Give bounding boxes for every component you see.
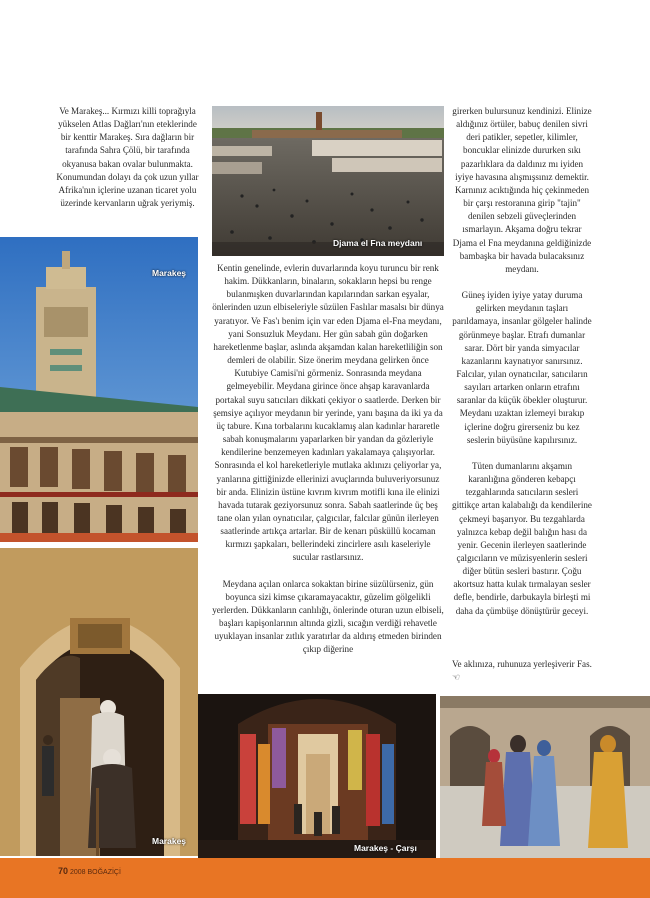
article-column-main <box>212 262 444 670</box>
paragraph: Meydana açılan onlarca sokaktan birine süzülürseniz, gün boyunca sizi kimse çıkaramayacaktır, güzelim gölgelikli yerlerden. Dükkanların canlılığı, önlerinde oturan uzun elbiseli, başları kapişonlarının altında gizli, sıcağın verdiği rehavetle uyuklayan insanlar zıtlık yaratırlar da aldırış etmeden birinden çıkıp diğerine <box>212 578 444 655</box>
paragraph: Tüten dumanlarını akşamın karanlığına gönderen kebapçı tezgahlarında satıcıların sesleri gittikçe artan kalabalığı da kendilerine çekmeyi başarıyor. Bu tezgahlarda yalnızca kebap değil balığın hası da yenir. Gecenin ilerleyen saatlerinde çalgıcıların ve müzisyenlerin sesleri diğer bütün sesleri bastırır. Çoğu akortsuz hatta kulak tırmalayan sesler defle, bendirle, darbukayla birleşti mi daha da çümbüşe dönüştürür geceyi. <box>452 460 592 616</box>
article-closing <box>452 658 592 685</box>
magazine-name: 2008 BOĞAZİÇİ <box>69 869 121 876</box>
closing-line: Ve aklınıza, ruhunuza yerleşiverir Fas. <box>452 659 592 669</box>
footer-band <box>0 858 650 898</box>
photo-women-square <box>440 696 650 858</box>
page-number: 70 <box>58 866 69 876</box>
photo-mosque-courtyard <box>0 237 198 542</box>
photo-djama-el-fna <box>212 106 444 256</box>
caption-square: Djama el Fna meydanı <box>333 238 423 248</box>
paragraph: Ve Marakeş... Kırmızı killi toprağıyla yükselen Atlas Dağları'nın eteklerinde bir kenttir Marakeş. Sıra dağların bir tarafında Sahra Çölü, bir tarafında okyanusa bakan ovalar bulunmakta. Konumundan dolayı da çok uzun yıllar Afrika'nın içlerine uzanan ticaret yolu üzerinde kervanların uğrak yeriymiş. <box>56 106 199 209</box>
end-mark-icon: ☜ <box>452 673 461 684</box>
photo-medina-gate <box>0 548 198 856</box>
caption-mosque: Marakeş <box>152 268 187 278</box>
footer-folio <box>58 866 121 876</box>
paragraph: Güneş iyiden iyiye yatay duruma gelirken meydanın taşları parıldamaya, insanlar gölgeler halinde görünmeye başlar. Etrafı dumanlar sarar. Dört bir yanda simyacılar kazanlarını kaynatıyor sanırsınız. Falcılar, yılan oynatıcılar, satıcıların sayıları artarken onların etrafını saranlar da küçük öbekler oluşturur. Meydanı uzaktan izlemeyi bırakıp içlerine doğru girerseniz bu kez seslerin büyüsüne kapılırsınız. <box>452 290 592 445</box>
article-column-right <box>452 105 592 631</box>
caption-gate: Marakeş <box>152 836 187 846</box>
photo-bazaar <box>198 694 436 858</box>
article-column-intro <box>56 105 199 223</box>
paragraph: girerken bulursunuz kendinizi. Elinize aldığınız örtüler, babuç denilen sivri deri patikler, sepetler, kilimler, boncuklar elinizde dururken sıkı pazarlıklara da daldınız mı iyiden iyiye havasına alışmışsınız demektir. Karnınız acıktığında hiç çekinmeden bir çarşı restoranına girip "tajin" denilen sebzeli güveçlerinden ısmarlayın. Akşama doğru tekrar Djama el Fna meydanına geldiğinizde bambaşka bir havada bulacaksınız meydanı. <box>452 106 592 274</box>
caption-bazaar: Marakeş - Çarşı <box>354 843 417 853</box>
paragraph: Kentin genelinde, evlerin duvarlarında koyu turuncu bir renk hakim. Dükkanların, binaların, sokakların hepsi bu renge bulanmışken duvarlarından kapılarından sarkan eşyalar, önlerinden uzun elbiseleriyle süzülen Faslılar masalsı bir dünya yaratıyor. Ve Fas'ı benim için var eden Djama el-Fna meydanı, yani Sonsuzluk Meydanı. Her gün sabah gün doğarken hareketlenme başlar, aslında akşamdan kalan hareketliliğin son demleri de olabilir. Size önerim meydana gelirken önce Kutubiye Camisi'ni görmeniz. Sonrasında meydana gelmeyebilir. Meydana girince önce ahşap karavanlarda portakal suyu satıcıları dikkati çekiyor o saatlerde. Derken bir şemsiye açılıyor meydanın bir yerinde, yanı başına da iki ya da üç tabure. Kına torbalarını kucaklamış alan kadınlar hararetle sabah konuşmalarını yaparlarken bir yandan da gözleriyle kendilerine benzemeyen kadınları yakalamaya çalışıyorlar. Sonrasında el kol hareketleriyle mutlaka aklınızı çeliyorlar ya, yanlarına gittiğinizde ellerinizi avuçlarında buluveriyorsunuz bir anda. Elinizin üstüne kıvrım kıvrım motifli kına ile elinizi havada tutarak geziyorsunuz sonra. Sabah saatlerinde üç beş tane olan yılan oynatıcılar, çalgıcılar, falcılar günün ilerleyen saatlerinde artıkça artarlar. Bir de kenarı püsküllü kocaman kırmızı şapkaları, bellerindeki zincirlere asılı kaseleriyle sucular rastlarsınız. <box>212 263 444 563</box>
